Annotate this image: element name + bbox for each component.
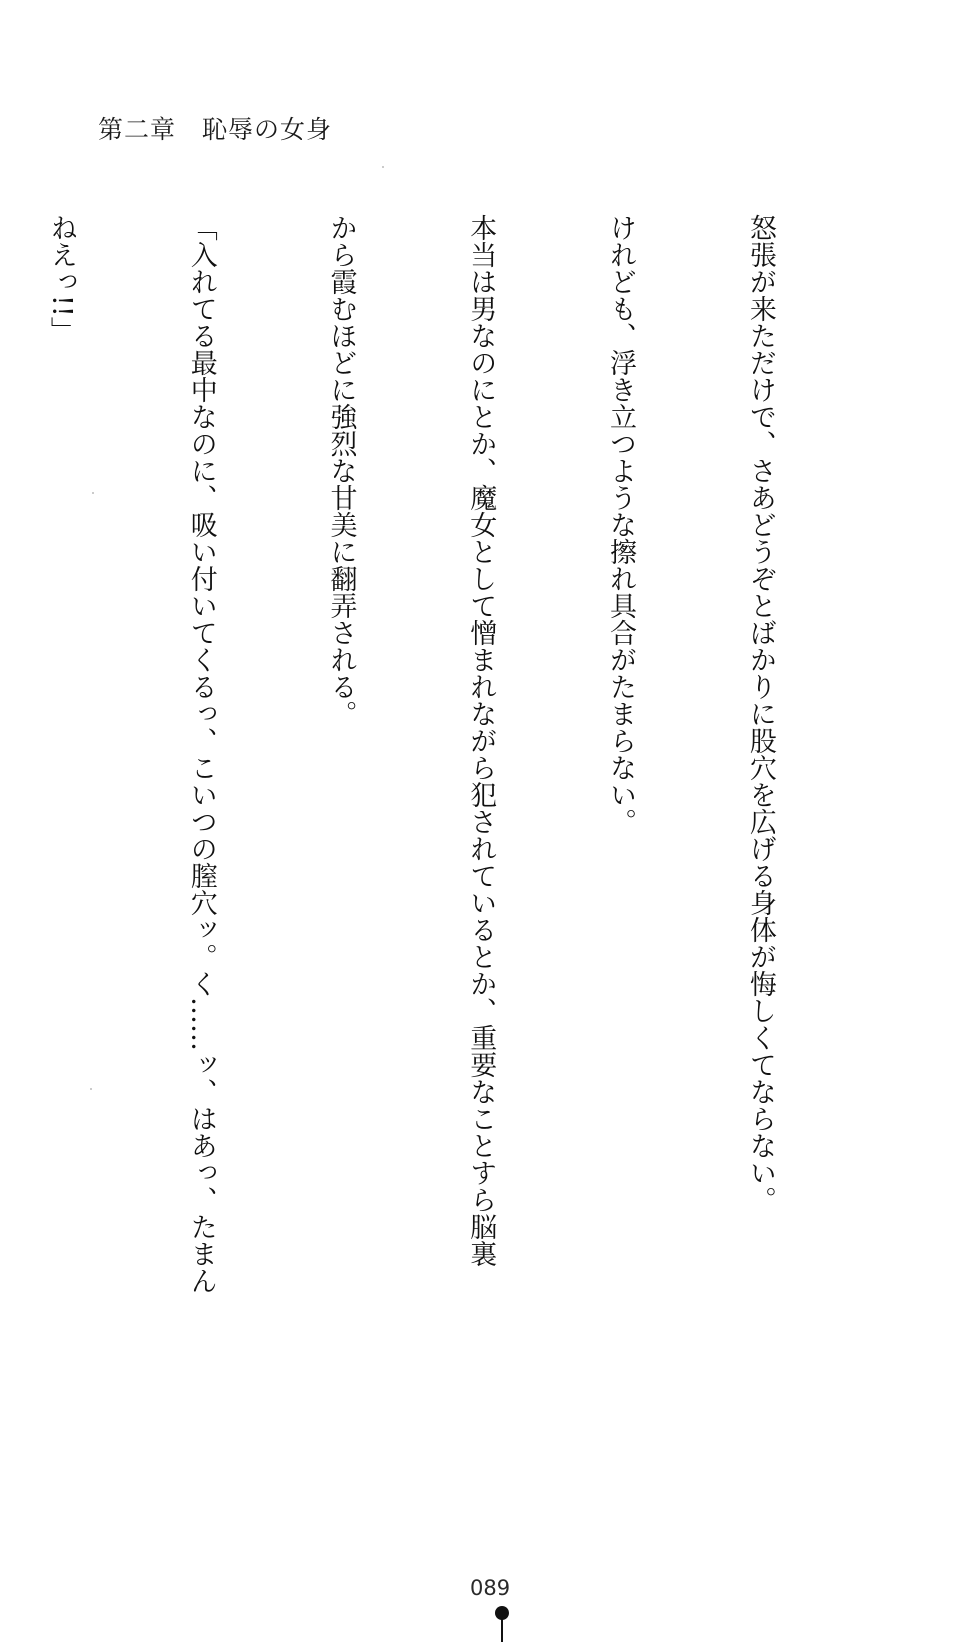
vertical-body-text [45, 214, 876, 1294]
text-line: ねえっ!!」 [45, 214, 77, 344]
text-line: から霞むほどに強烈な甘美に翻弄される。 [325, 214, 357, 727]
text-line: 本当は男なのにとか、魔女として憎まれながら犯されているとか、重要なことすら脳裏 [465, 214, 497, 1267]
page-marker-icon [495, 1606, 509, 1642]
paper-speck [90, 1088, 92, 1090]
text-line: 怒張が来ただけで、さあどうぞとばかりに股穴を広げる身体が悔しくてならない。 [744, 214, 776, 1213]
text-line: 「入れてる最中なのに、吸い付いてくるっ、こいつの膣穴ッ。く……ッ、はあっ、たまん [185, 214, 217, 1294]
page-number: 089 [470, 1576, 511, 1600]
paper-speck [382, 166, 384, 168]
paper-speck [92, 492, 94, 494]
chapter-running-head: 第二章 恥辱の女身 [98, 115, 333, 144]
text-line: けれども、浮き立つような擦れ具合がたまらない。 [605, 214, 637, 835]
